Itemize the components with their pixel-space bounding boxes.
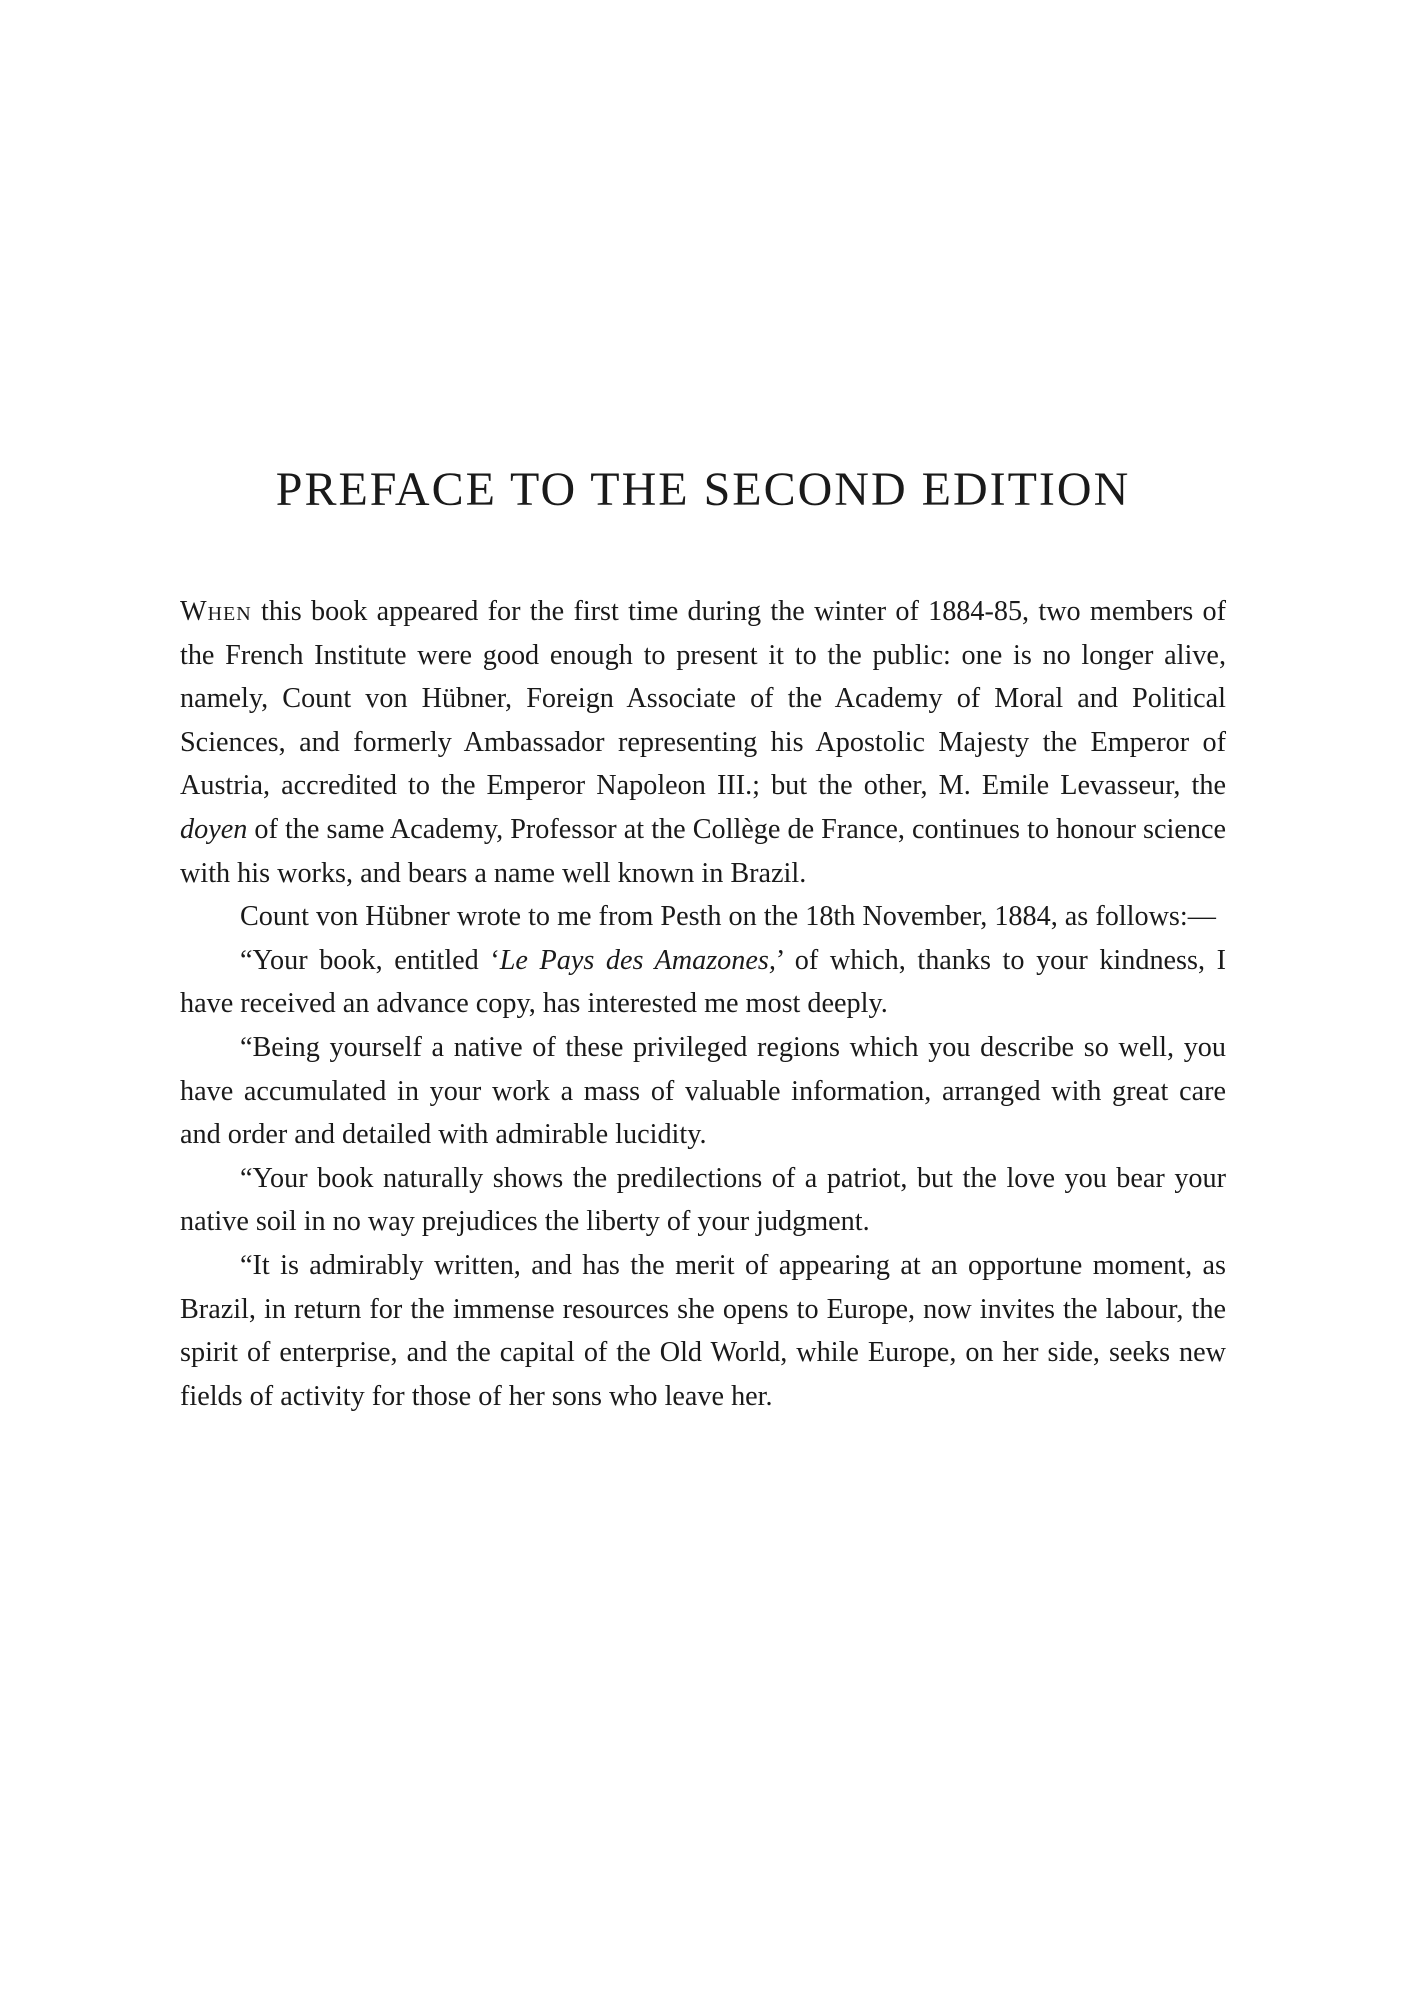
paragraph-1 bbox=[180, 590, 1226, 895]
paragraph-3-pre: “Your book, entitled ‘ bbox=[240, 944, 500, 976]
paragraph-6: “It is admirably written, and has the merit of appearing at an opportune moment, as Brazil, in return for the immense resources she opens to Europe, now invites the labour, the spirit of enterprise, and the capital of the Old World, while Europe, on her side, seeks new fields of activity for those of her sons who leave her. bbox=[180, 1249, 1226, 1412]
paragraph-1-tail: of the same Academy, Professor at the Collège de France, continues to honour science with his works, and bears a name well known in Brazil. bbox=[180, 813, 1226, 889]
italic-doyen: doyen bbox=[180, 813, 248, 845]
paragraph-3-post: ’ of which, thanks to your kindness, I have received an advance copy, has interested me most deeply. bbox=[180, 944, 1227, 1020]
page-title: PREFACE TO THE SECOND EDITION bbox=[275, 463, 1131, 516]
italic-book-title: Le Pays des Amazones, bbox=[499, 944, 776, 976]
drop-lead-word: When bbox=[180, 596, 252, 627]
paragraph-4: “Being yourself a native of these privileged regions which you describe so well, you have accumulated in your work a mass of valuable information, arranged with great care and order and detailed with admirable lucidity. bbox=[180, 1031, 1226, 1151]
book-page bbox=[180, 0, 1226, 1999]
paragraph-5: “Your book naturally shows the predilections of a patriot, but the love you bear your native soil in no way prejudices the liberty of your judgment. bbox=[180, 1162, 1226, 1238]
paragraph-3 bbox=[180, 939, 1226, 1026]
paragraph-1-text: this book appeared for the first time during the winter of 1884-85, two members of the French Institute were good enough to present it to the public: one is no longer alive, namely, Count von Hübner, Foreign Associate of the Academy of Moral and Political Sciences, and formerly Ambassador representing his Apostolic Majesty the Emperor of Austria, accredited to the Emperor Napoleon III.; but the other, M. Emile Levasseur, the bbox=[180, 596, 1226, 802]
preface-body bbox=[180, 590, 1226, 1418]
paragraph-2: Count von Hübner wrote to me from Pesth on the 18th November, 1884, as follows:— bbox=[240, 901, 1216, 933]
